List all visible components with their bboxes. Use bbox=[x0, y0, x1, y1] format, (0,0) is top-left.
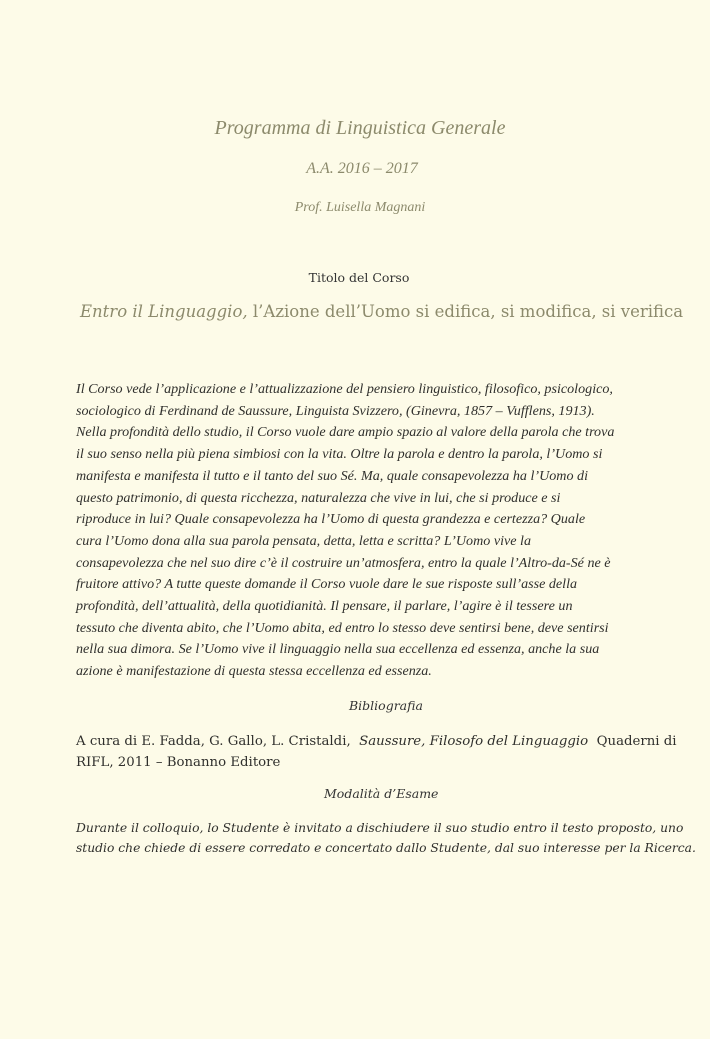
description-line: consapevolezza che nel suo dire c’è il costruire un’atmosfera, entro la quale l’Altro-da-Sé ne è bbox=[76, 554, 611, 571]
exam-description bbox=[76, 818, 696, 858]
bibliography-book-title: Saussure, Filosofo del Linguaggio bbox=[359, 734, 589, 749]
description-line: Nella profondità dello studio, il Corso vuole dare ampio spazio al valore della parola che trova bbox=[76, 424, 615, 441]
professor-name: Prof. Luisella Magnani bbox=[294, 200, 426, 215]
bibliography-line: RIFL, 2011 – Bonanno Editore bbox=[76, 755, 281, 770]
bibliography-authors: A cura di E. Fadda, G. Gallo, L. Cristaldi, bbox=[76, 734, 360, 749]
course-name-italic: Entro il Linguaggio, bbox=[80, 302, 248, 321]
description-line: il suo senso nella più piena simbiosi con la vita. Oltre la parola e dentro la parola, l’Uomo si bbox=[76, 446, 603, 463]
bibliography-line bbox=[76, 731, 677, 752]
description-line: azione è manifestazione di questa stessa eccellenza ed essenza. bbox=[76, 663, 432, 680]
course-description bbox=[76, 379, 676, 683]
description-line: manifesta e manifesta il tutto e il tanto del suo Sé. Ma, quale consapevolezza ha l’Uomo di bbox=[76, 467, 589, 484]
description-line: tessuto che diventa abito, che l’Uomo abita, ed entro lo stesso deve sentirsi bene, deve sentirsi bbox=[76, 619, 609, 636]
description-line: fruitore attivo? A tutte queste domande il Corso vuole dare le sue risposte sull’asse della bbox=[76, 576, 578, 593]
description-line: questo patrimonio, di questa ricchezza, naturalezza che vive in lui, che si produce e si bbox=[76, 489, 561, 506]
course-name-rest: l’Azione dell’Uomo si edifica, si modifica, si verifica bbox=[247, 302, 684, 321]
exam-line: Durante il colloquio, lo Studente è invitato a dischiudere il suo studio entro il testo proposto, uno bbox=[76, 821, 684, 835]
description-line: nella sua dimora. Se l’Uomo vive il linguaggio nella sua eccellenza ed essenza, anche la sua bbox=[76, 641, 600, 658]
description-line: cura l’Uomo dona alla sua parola pensata, detta, letta e scritta? L’Uomo vive la bbox=[76, 532, 531, 549]
exam-heading: Modalità d’Esame bbox=[324, 786, 439, 801]
course-title: Programma di Linguistica Generale bbox=[214, 117, 506, 139]
description-line: profondità, dell’attualità, della quotidianità. Il pensare, il parlare, l’agire è il tessere un bbox=[76, 598, 573, 615]
course-name bbox=[80, 302, 683, 321]
bibliography-entry bbox=[76, 731, 677, 773]
description-line: riproduce in lui? Quale consapevolezza ha l’Uomo di questa grandezza e certezza? Quale bbox=[76, 511, 586, 528]
bibliography-series: Quaderni di bbox=[588, 734, 677, 749]
course-title-heading: Titolo del Corso bbox=[308, 270, 410, 285]
bibliography-heading: Bibliografia bbox=[349, 698, 423, 713]
description-line: Il Corso vede l’applicazione e l’attualizzazione del pensiero linguistico, filosofico, psicologico, bbox=[76, 381, 613, 397]
exam-line: studio che chiede di essere corredato e concertato dallo Studente, dal suo interesse per la Ricerca. bbox=[76, 841, 696, 855]
academic-year: A.A. 2016 – 2017 bbox=[306, 160, 418, 177]
description-line: sociologico di Ferdinand de Saussure, Linguista Svizzero, (Ginevra, 1857 – Vufflens, 1913). bbox=[76, 402, 595, 419]
